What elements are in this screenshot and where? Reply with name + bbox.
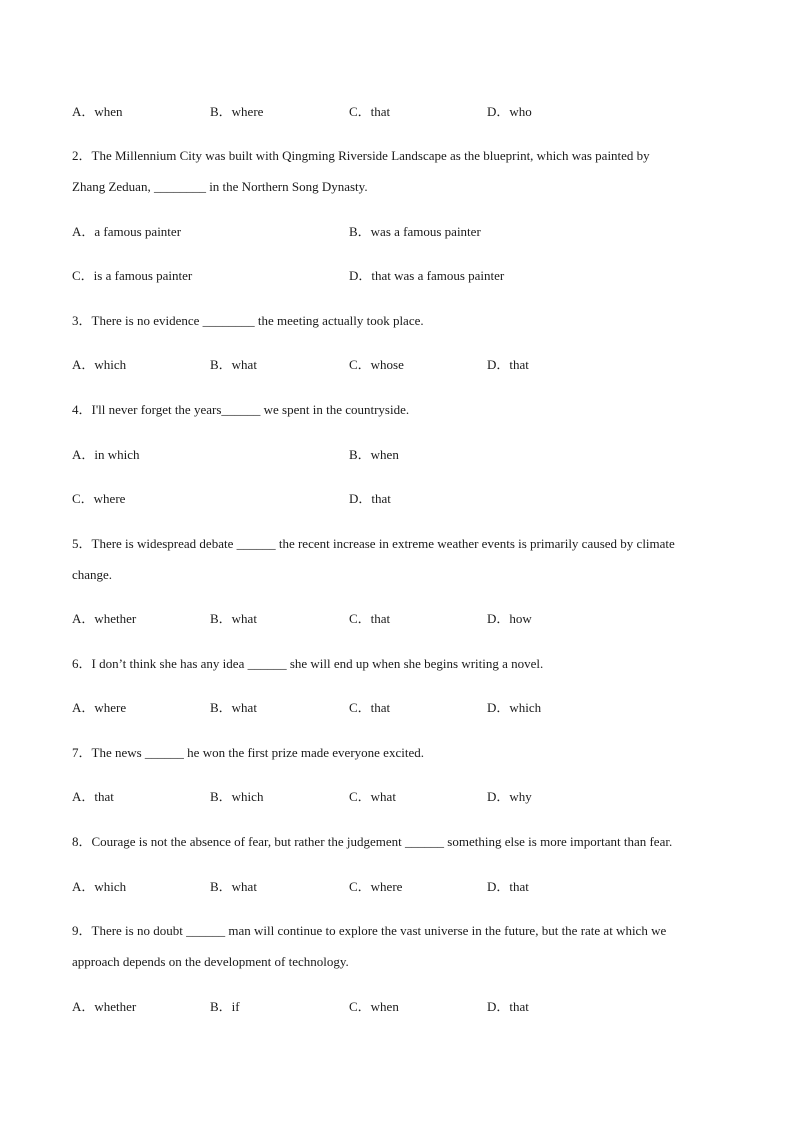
q2-option-b: B．was a famous painter — [349, 224, 481, 239]
q5-option-b: B．what — [210, 611, 257, 626]
q3-option-c: C．whose — [349, 357, 404, 372]
q1-option-c: C．that — [349, 104, 391, 119]
q8-option-d: D．that — [487, 879, 529, 894]
q4-question: 4．I'll never forget the years______ we spent in the countryside. — [72, 402, 410, 417]
q7-option-a: A．that — [72, 789, 114, 804]
q8-question: 8．Courage is not the absence of fear, but rather the judgement ______ something else is more important than fear. — [72, 834, 673, 849]
q3-option-b: B．what — [210, 357, 257, 372]
q6-option-a: A．where — [72, 700, 127, 715]
q5-option-d: D．how — [487, 611, 532, 626]
q6-option-c: C．that — [349, 700, 391, 715]
q4-option-d: D．that — [349, 491, 391, 506]
q2-option-d: D．that was a famous painter — [349, 268, 505, 283]
q4-option-a: A．in which — [72, 447, 140, 462]
q3-option-a: A．which — [72, 357, 127, 372]
q2-question-line-2: Zhang Zeduan, ________ in the Northern Song Dynasty. — [72, 179, 368, 194]
q6-option-b: B．what — [210, 700, 257, 715]
q9-option-d: D．that — [487, 999, 529, 1014]
q9-question-line-2: approach depends on the development of technology. — [72, 954, 349, 969]
q3-question: 3．There is no evidence ________ the meeting actually took place. — [72, 313, 424, 328]
q5-question-line-1: 5．There is widespread debate ______ the recent increase in extreme weather events is primarily caused by climate — [72, 536, 675, 551]
q1-option-d: D．who — [487, 104, 532, 119]
q7-option-b: B．which — [210, 789, 264, 804]
q6-question: 6．I don’t think she has any idea ______ she will end up when she begins writing a novel. — [72, 656, 544, 671]
q4-option-b: B．when — [349, 447, 399, 462]
q5-option-c: C．that — [349, 611, 391, 626]
q8-option-c: C．where — [349, 879, 403, 894]
q8-option-a: A．which — [72, 879, 127, 894]
q6-option-d: D．which — [487, 700, 542, 715]
q5-question-line-2: change. — [72, 567, 113, 582]
q9-option-c: C．when — [349, 999, 399, 1014]
q4-option-c: C．where — [72, 491, 126, 506]
q1-option-b: B．where — [210, 104, 264, 119]
q3-option-d: D．that — [487, 357, 529, 372]
q7-question: 7．The news ______ he won the first prize made everyone excited. — [72, 745, 424, 760]
q5-option-a: A．whether — [72, 611, 137, 626]
q9-question-line-1: 9．There is no doubt ______ man will continue to explore the vast universe in the future, but the rate at which we — [72, 923, 667, 938]
q1-option-a: A．when — [72, 104, 123, 119]
q8-option-b: B．what — [210, 879, 257, 894]
q2-option-c: C．is a famous painter — [72, 268, 193, 283]
q2-option-a: A．a famous painter — [72, 224, 182, 239]
q9-option-b: B．if — [210, 999, 240, 1014]
q7-option-d: D．why — [487, 789, 532, 804]
q7-option-c: C．what — [349, 789, 396, 804]
q9-option-a: A．whether — [72, 999, 137, 1014]
q2-question-line-1: 2．The Millennium City was built with Qingming Riverside Landscape as the blueprint, which was painted by — [72, 148, 650, 163]
